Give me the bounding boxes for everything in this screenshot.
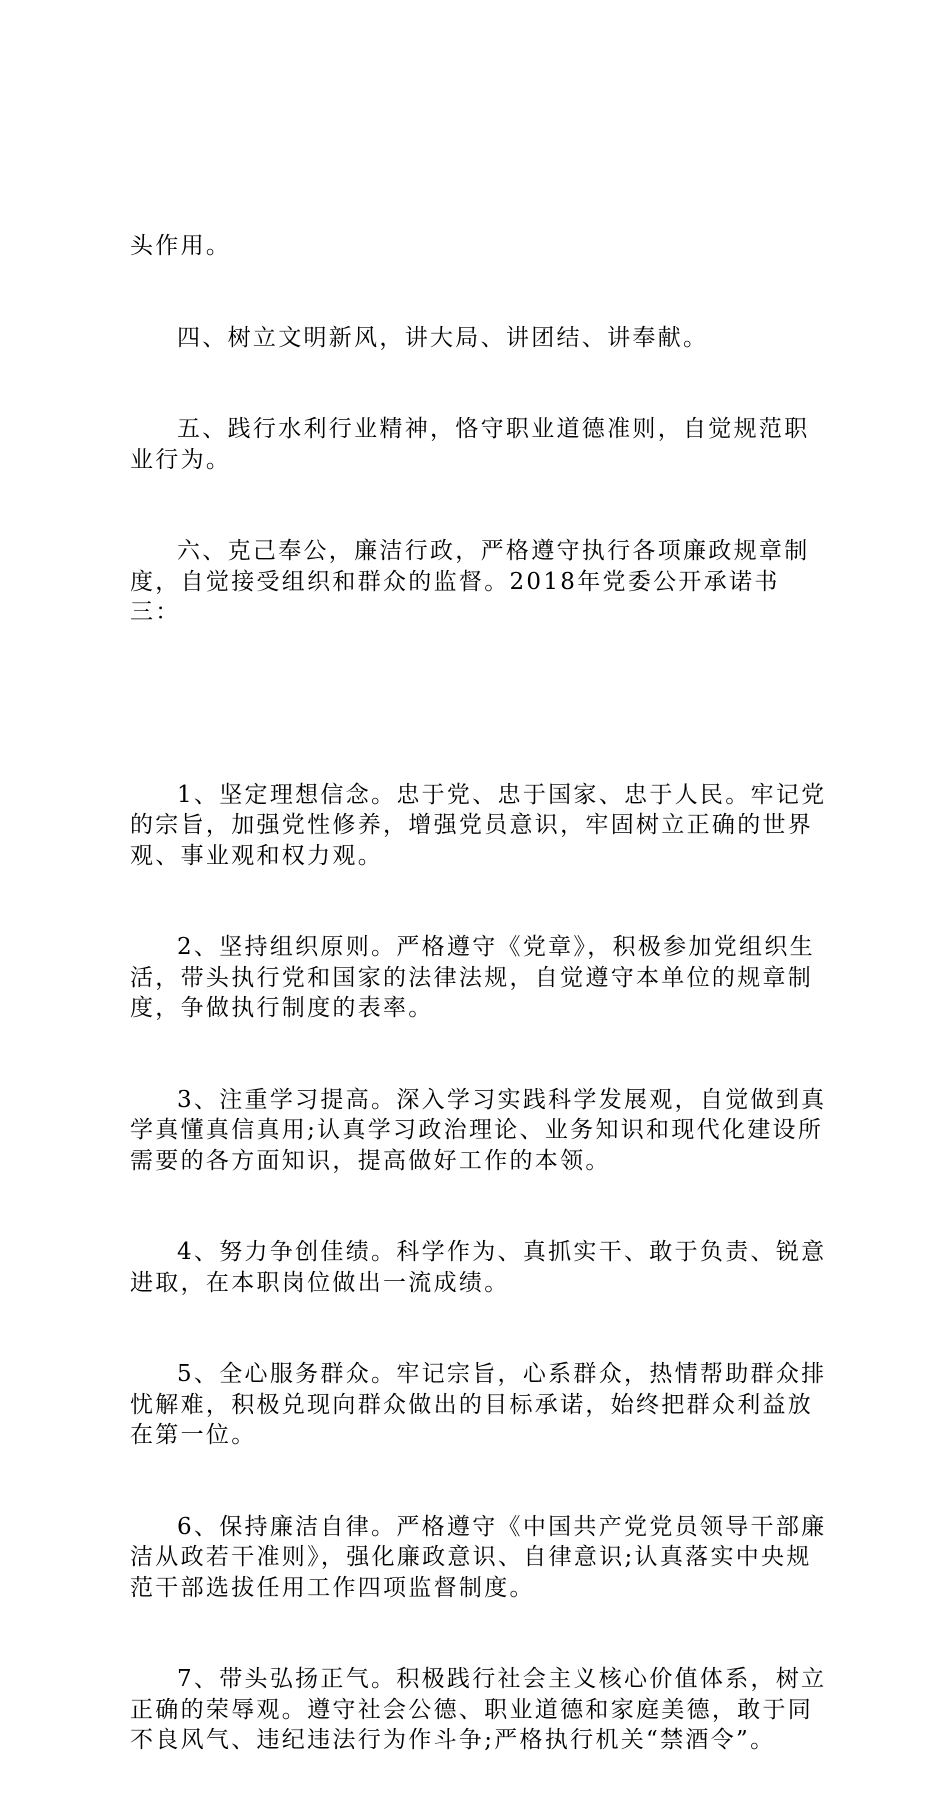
paragraph-continuation: 头作用。 [130,233,232,259]
commitment-item-6: 6、保持廉洁自律。严格遵守《中国共产党党员领导干部廉洁从政若干准则》，强化廉政意识、自律意识;认真落实中央规范干部选拔任用工作四项监督制度。 [130,1513,827,1601]
commitment-item-5: 5、全心服务群众。牢记宗旨，心系群众，热情帮助群众排忧解难，积极兑现向群众做出的目标承诺，始终把群众利益放在第一位。 [130,1361,827,1448]
paragraph-item-5: 五、践行水利行业精神，恪守职业道德准则，自觉规范职业行为。 [130,416,810,473]
commitment-item-3: 3、注重学习提高。深入学习实践科学发展观，自觉做到真学真懂真信真用;认真学习政治理论、业务知识和现代化建设所需要的各方面知识，提高做好工作的本领。 [130,1086,827,1174]
commitment-item-2: 2、坚持组织原则。严格遵守《党章》，积极参加党组织生活，带头执行党和国家的法律法规，自觉遵守本单位的规章制度，争做执行制度的表率。 [130,934,815,1021]
paragraph-item-6: 六、克己奉公，廉洁行政，严格遵守执行各项廉政规章制度，自觉接受组织和群众的监督。2018年党委公开承诺书三： [130,538,810,625]
commitment-item-7: 7、带头弘扬正气。积极践行社会主义核心价值体系，树立正确的荣辱观。遵守社会公德、职业道德和家庭美德，敢于同不良风气、违纪违法行为作斗争;严格执行机关“禁酒令”。 [130,1666,827,1753]
commitment-item-4: 4、努力争创佳绩。科学作为、真抓实干、敢于负责、锐意进取，在本职岗位做出一流成绩。 [130,1239,827,1296]
document-body [130,170,830,1817]
commitment-item-1: 1、坚定理想信念。忠于党、忠于国家、忠于人民。牢记党的宗旨，加强党性修养，增强党员意识，牢固树立正确的世界观、事业观和权力观。 [130,781,827,869]
paragraph-item-4: 四、树立文明新风，讲大局、讲团结、讲奉献。 [177,324,709,351]
paragraph-gap [130,689,830,719]
